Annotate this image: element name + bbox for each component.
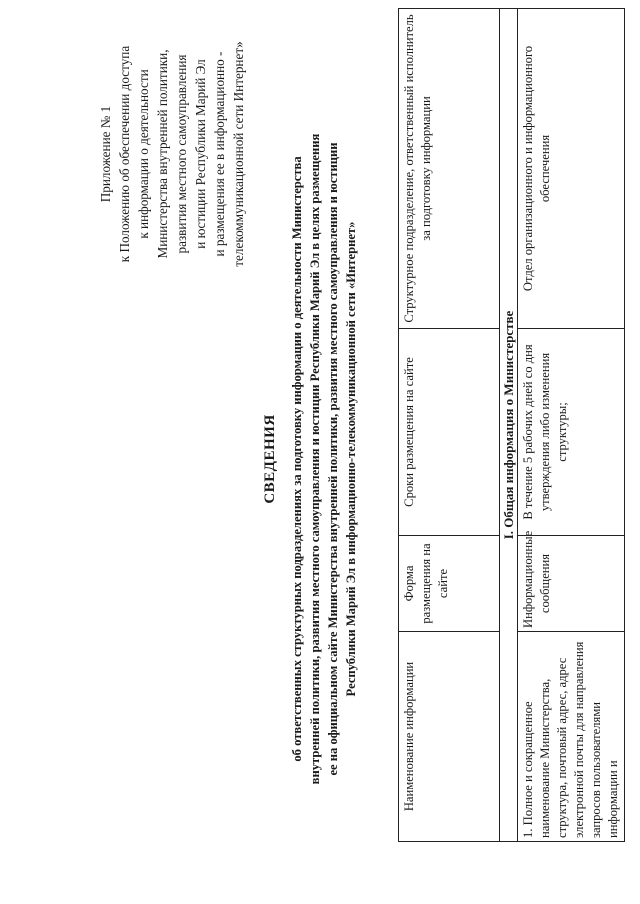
appendix-line: к информации о деятельности <box>136 69 151 239</box>
heading-line: ее на официальном сайте Министерства внутренней политики, развития местного самоуправления и юстиции <box>326 142 340 776</box>
appendix-line: Министерства внутренней политики, <box>155 49 170 259</box>
table-header-row <box>399 9 500 842</box>
cell-form: Информационные сообщения <box>518 536 625 632</box>
appendix-line: и юстиции Республики Марий Эл <box>193 59 208 249</box>
document-heading <box>262 24 360 894</box>
cell-term: В течение 5 рабочих дней со дня утверждения либо изменения структуры; <box>518 329 625 536</box>
cell-unit: Отдел организационного и информационного обеспечения <box>518 9 625 329</box>
heading-line: Республики Марий Эл в информационно-телекоммуникационной сети «Интернет» <box>344 221 358 697</box>
heading-line: об ответственных структурных подразделениях за подготовку информации о деятельности Министерства <box>290 156 304 762</box>
info-table <box>398 8 625 842</box>
section-title: I. Общая информация о Министерстве <box>500 9 518 842</box>
appendix-line: к Положению об обеспечении доступа <box>117 45 132 263</box>
section-row <box>500 9 518 842</box>
appendix-line: и размещения ее в информационно - <box>212 51 227 257</box>
heading-line: внутренней политики, развития местного самоуправления и юстиции Республики Марий Эл в целях размещения <box>308 133 322 785</box>
header-name: Наименование информации <box>399 632 500 842</box>
cell-name: 1. Полное и сокращенное наименование Министерства, структура, почтовый адрес, адрес электронной почты для направления запросов пользователями информации и <box>518 632 625 842</box>
header-unit: Структурное подразделение, ответственный исполнитель за подготовку информации <box>399 9 500 329</box>
table-row <box>518 9 625 842</box>
document-title: СВЕДЕНИЯ <box>262 414 278 504</box>
appendix-note <box>96 4 248 304</box>
appendix-line: Приложение № 1 <box>98 105 113 203</box>
header-form: Форма размещения на сайте <box>399 536 500 632</box>
appendix-line: развития местного самоуправления <box>174 54 189 254</box>
header-term: Сроки размещения на сайте <box>399 329 500 536</box>
appendix-line: телекоммуникационной сети Интернет» <box>231 41 246 267</box>
